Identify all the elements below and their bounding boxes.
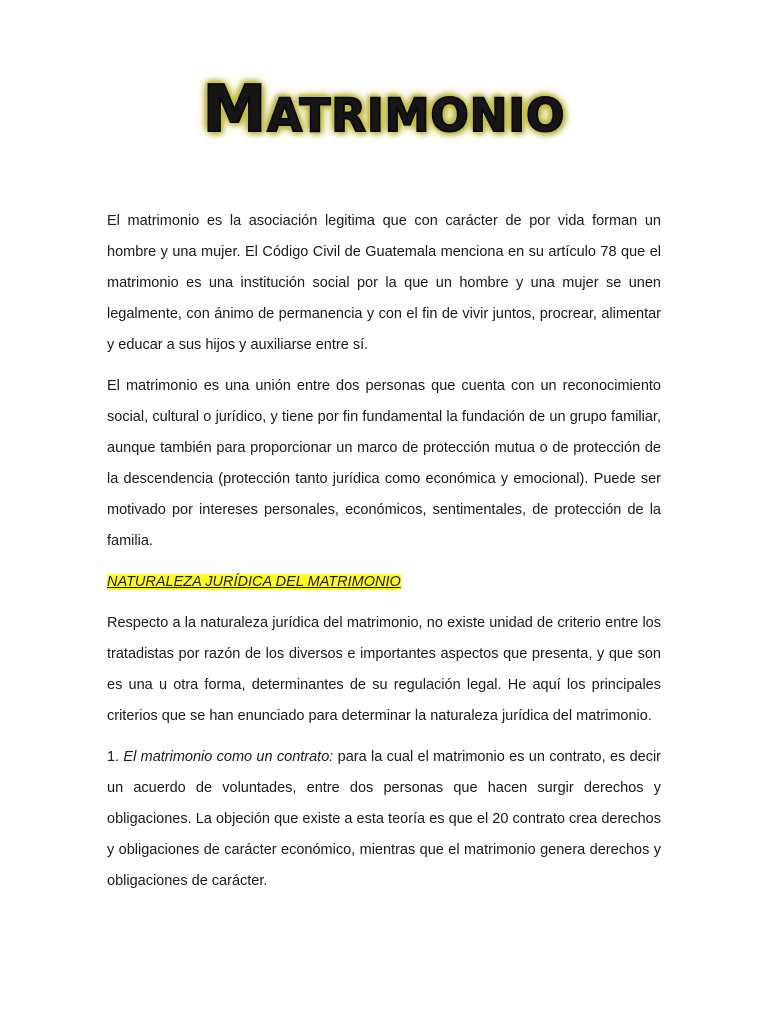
document-title: Matrimonio: [202, 73, 566, 147]
title-wrapper: [0, 73, 768, 147]
item-emphasis: El matrimonio como un contrato:: [123, 749, 334, 765]
section-heading-text: NATURALEZA JURÍDICA DEL MATRIMONIO: [107, 574, 401, 590]
item-text: para la cual el matrimonio es un contrato, es decir un acuerdo de voluntades, entre dos personas que hacen surgir derechos y obligaciones. La objeción que existe a esta teoría es que el 20 contrato crea derechos y obligaciones de carácter económico, mientras que el matrimonio genera derechos y obligaciones de carácter.: [107, 749, 662, 889]
list-item-contract: [107, 742, 661, 897]
paragraph-nature: Respecto a la naturaleza jurídica del matrimonio, no existe unidad de criterio entre los tratadistas por razón de los diversos e importantes aspectos que presenta, y que son es una u otra forma, determinantes de su regulación legal. He aquí los principales criterios que se han enunciado para determinar la naturaleza jurídica del matrimonio.: [107, 615, 661, 724]
section-heading: [107, 567, 661, 598]
document-body: [107, 206, 661, 907]
item-number: 1.: [107, 749, 120, 765]
paragraph-union: El matrimonio es una unión entre dos personas que cuenta con un reconocimiento social, cultural o jurídico, y tiene por fin fundamental la fundación de un grupo familiar, aunque también para proporcionar un marco de protección mutua o de protección de la descendencia (protección tanto jurídica como económica y emocional). Puede ser motivado por intereses personales, económicos, sentimentales, de protección de la familia.: [107, 378, 661, 549]
paragraph-intro: El matrimonio es la asociación legitima que con carácter de por vida forman un hombre y una mujer. El Código Civil de Guatemala menciona en su artículo 78 que el matrimonio es una institución social por la que un hombre y una mujer se unen legalmente, con ánimo de permanencia y con el fin de vivir juntos, procrear, alimentar y educar a sus hijos y auxiliarse entre sí.: [107, 213, 661, 353]
